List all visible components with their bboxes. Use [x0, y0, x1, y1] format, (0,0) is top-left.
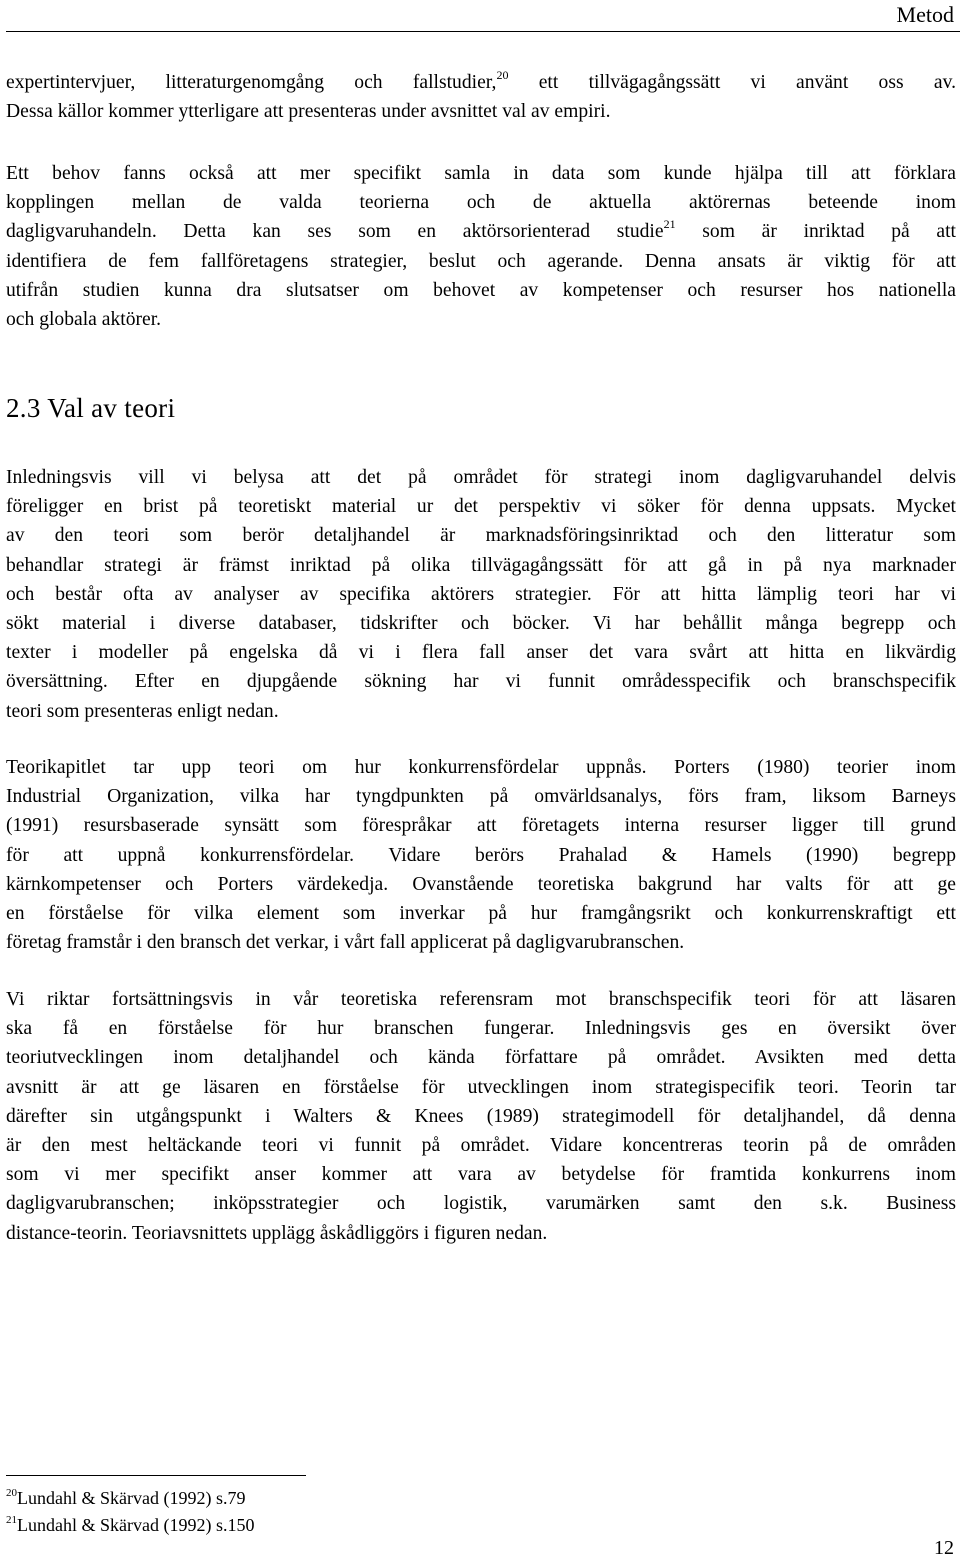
section-heading: 2.3 Val av teori [6, 393, 176, 423]
text-line: kärnkompetenser och Porters värdekedja. Ovanstående teoretiska bakgrund har valts för att ge [6, 873, 956, 895]
text-line: utifrån studien kunna dra slutsatser om behovet av kompetenser och resurser hos nationella [6, 279, 956, 301]
text-line: är den mest heltäckande teori vi funnit på området. Vidare koncentreras teorin på de områden [6, 1135, 956, 1157]
text-line: ska få en förståelse för hur branschen fungerar. Inledningsvis ges en översikt över [6, 1018, 956, 1040]
text-line: en förståelse för vilka element som inverkar på hur framgångsrikt och konkurrenskraftigt ett [6, 903, 956, 925]
paragraph-intro [6, 68, 956, 126]
text-line: distance-teorin. Teoriavsnittets upplägg åskådliggörs i figuren nedan. [6, 1222, 548, 1244]
footnote-divider [6, 1475, 306, 1476]
text-fragment: dagligvaruhandeln. Detta kan ses som en aktörsorienterad studie [6, 221, 664, 243]
text-line: teori som presenteras enligt nedan. [6, 700, 279, 722]
text-line: behandlar strategi är främst inriktad på olika tillvägagångssätt för att gå in på nya marknader [6, 554, 956, 576]
text-line: avsnitt är att ge läsaren en förståelse för utvecklingen inom strategispecifik teori. Teorin tar [6, 1076, 956, 1098]
footnote-number: 20 [6, 1487, 17, 1499]
text-line: Teorikapitlet tar upp teori om hur konkurrensfördelar uppnås. Porters (1980) teorier inom [6, 757, 956, 778]
text-line: dagligvarubranschen; inköpsstrategier och logistik, varumärken samt den s.k. Business [6, 1193, 956, 1215]
text-line: sökt material i diverse databaser, tidskrifter och böcker. Vi har behållit många begrepp och [6, 613, 956, 635]
text-line: som vi mer specifikt anser kommer att vara av betydelse för framtida konkurrens inom [6, 1164, 956, 1186]
text-line: och globala aktörer. [6, 309, 162, 331]
text-fragment: expertintervjuer, litteraturgenomgång och fallstudier, [6, 72, 497, 93]
text-line: för att uppnå konkurrensfördelar. Vidare berörs Prahalad & Hamels (1990) begrepp [6, 844, 956, 866]
text-line: Dessa källor kommer ytterligare att presenteras under avsnittet val av empiri. [6, 101, 611, 123]
text-line: av den teori som berör detaljhandel är marknadsföringsinriktad och den litteratur som [6, 525, 956, 547]
footnote-text: Lundahl & Skärvad (1992) s.79 [17, 1488, 246, 1508]
text-line: teoriutvecklingen inom detaljhandel och kända författare på området. Avsikten med detta [6, 1047, 956, 1069]
text-line [6, 217, 956, 246]
footnote-21 [6, 1514, 254, 1536]
header-divider [6, 31, 960, 32]
footnote-text: Lundahl & Skärvad (1992) s.150 [17, 1515, 255, 1535]
footnote-reference[interactable]: 20 [496, 68, 509, 82]
text-line: Inledningsvis vill vi belysa att det på området för strategi inom dagligvaruhandel delvis [6, 467, 956, 488]
text-line: översättning. Efter en djupgående sökning har vi funnit områdesspecifik och branschspecifik [6, 671, 956, 693]
paragraph-data-need [6, 159, 956, 334]
text-fragment: ett tillvägagångssätt vi använt oss av. [508, 72, 957, 93]
text-line: Industrial Organization, vilka har tyngdpunkten på omvärldsanalys, förs fram, liksom Barneys [6, 786, 956, 808]
text-line: identifiera de fem fallföretagens strategier, beslut och agerande. Denna ansats är viktig för att [6, 250, 956, 272]
footnote-20 [6, 1487, 245, 1509]
running-header-section: Metod [896, 2, 954, 27]
text-line: Ett behov fanns också att mer specifikt samla in data som kunde hjälpa till att förklara [6, 163, 956, 184]
text-fragment: som är inriktad på att [675, 221, 956, 243]
text-line: därefter sin utgångspunkt i Walters & Knees (1989) strategimodell för detaljhandel, då denna [6, 1105, 956, 1127]
text-line: kopplingen mellan de valda teorierna och de aktuella aktörernas beteende inom [6, 192, 956, 214]
text-line: och består ofta av analyser av specifika aktörers strategier. För att hitta lämplig teori har vi [6, 583, 956, 605]
text-line: (1991) resursbaserade synsätt som förespråkar att företagets interna resurser ligger till grund [6, 815, 956, 837]
text-line [6, 68, 956, 97]
text-line: föreligger en brist på teoretiskt material ur det perspektiv vi söker för denna uppsats. Mycket [6, 496, 956, 518]
text-line: Vi riktar fortsättningsvis in vår teoretiska referensram mot branschspecifik teori för att läsaren [6, 989, 956, 1010]
text-line: texter i modeller på engelska då vi i flera fall anser det vara svårt att hitta en likvärdig [6, 642, 956, 664]
paragraph-theory-framework [6, 985, 956, 1248]
footnote-reference[interactable]: 21 [663, 217, 676, 232]
text-line: företag framstår i den bransch det verkar, i vårt fall applicerat på dagligvarubranschen. [6, 932, 685, 954]
page-number: 12 [934, 1537, 954, 1559]
footnote-number: 21 [6, 1514, 17, 1526]
paragraph-theory-search [6, 463, 956, 726]
paragraph-theory-chapter [6, 753, 956, 957]
